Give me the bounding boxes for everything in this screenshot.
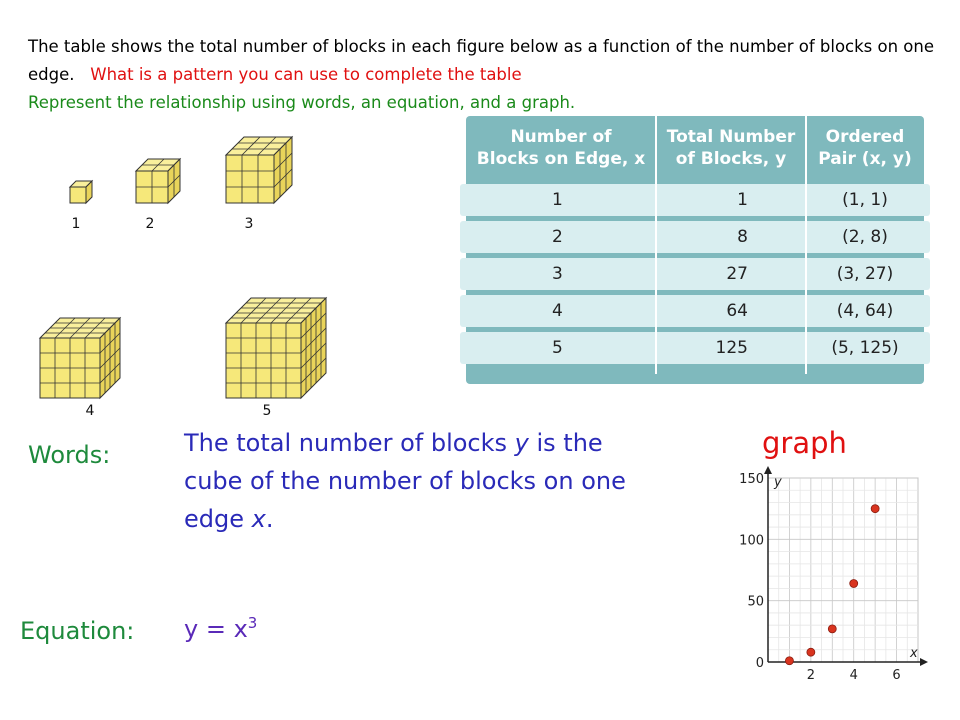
data-point xyxy=(785,657,793,665)
y-tick-label: 0 xyxy=(755,656,764,671)
cell-edge-blocks: 3 xyxy=(552,264,563,284)
graph-title: graph xyxy=(762,426,847,460)
table-row xyxy=(460,332,930,364)
cell-total-blocks: 1 xyxy=(737,190,748,210)
cell-edge-blocks: 4 xyxy=(552,301,563,321)
cube-figure xyxy=(226,298,326,398)
cube-graph xyxy=(724,462,934,692)
cell-ordered-pair: (3, 27) xyxy=(836,264,894,284)
table-row xyxy=(460,184,930,216)
cube-figure xyxy=(40,318,120,398)
data-point xyxy=(871,505,879,513)
blocks-table xyxy=(466,116,924,384)
cell-ordered-pair: (1, 1) xyxy=(842,190,888,210)
x-tick-label: 4 xyxy=(849,668,858,683)
figure-label: 5 xyxy=(262,403,272,419)
data-point xyxy=(807,648,815,656)
cell-total-blocks: 27 xyxy=(726,264,748,284)
cell-edge-blocks: 2 xyxy=(552,227,563,247)
x-axis-arrow xyxy=(920,658,928,666)
cube-figure xyxy=(226,137,292,203)
cell-total-blocks: 64 xyxy=(726,301,748,321)
cell-total-blocks: 8 xyxy=(737,227,748,247)
column-divider xyxy=(655,116,657,374)
header-edge-blocks: Number of Blocks on Edge, x xyxy=(476,127,646,169)
y-tick-label: 50 xyxy=(747,594,764,610)
equation-formula: $y = x^3$ xyxy=(184,614,258,643)
equation-label: Equation: xyxy=(20,617,135,645)
figure-label: 2 xyxy=(145,216,155,232)
data-point xyxy=(828,625,836,633)
cube-figure xyxy=(70,181,92,203)
words-label: Words: xyxy=(28,441,111,469)
header-ordered-pair: Ordered Pair (x, y) xyxy=(818,127,912,169)
cell-ordered-pair: (5, 125) xyxy=(831,338,899,358)
pattern-question: What is a pattern you can use to complete the table xyxy=(90,65,522,84)
intro-description: The table shows the total number of blocks in each figure below as a function of the number of blocks on one edge. xyxy=(28,37,935,84)
table-row xyxy=(460,258,930,290)
cell-edge-blocks: 5 xyxy=(552,338,563,358)
figure-label: 1 xyxy=(71,216,81,232)
figure-label: 4 xyxy=(85,403,95,419)
cell-ordered-pair: (4, 64) xyxy=(836,301,894,321)
cell-total-blocks: 125 xyxy=(715,338,748,358)
cube-figures xyxy=(0,0,460,430)
cube-figure xyxy=(136,159,180,203)
x-axis-label: x xyxy=(910,646,918,661)
table-row xyxy=(460,221,930,253)
header-total-blocks: Total Number of Blocks, y xyxy=(666,127,796,169)
y-axis-label: y xyxy=(774,475,782,490)
x-tick-label: 6 xyxy=(892,668,901,683)
cell-ordered-pair: (2, 8) xyxy=(842,227,888,247)
figure-label: 3 xyxy=(244,216,254,232)
x-tick-label: 2 xyxy=(806,668,815,683)
table-row xyxy=(460,295,930,327)
words-description: The total number of blocks y is the cube of the number of blocks on one edge x. xyxy=(184,429,626,533)
cell-edge-blocks: 1 xyxy=(552,190,563,210)
y-tick-label: 100 xyxy=(739,533,764,549)
y-axis-arrow xyxy=(764,466,772,474)
represent-instruction: Represent the relationship using words, an equation, and a graph. xyxy=(28,93,576,112)
column-divider xyxy=(805,116,807,374)
y-tick-label: 150 xyxy=(739,472,764,487)
data-point xyxy=(850,579,858,587)
